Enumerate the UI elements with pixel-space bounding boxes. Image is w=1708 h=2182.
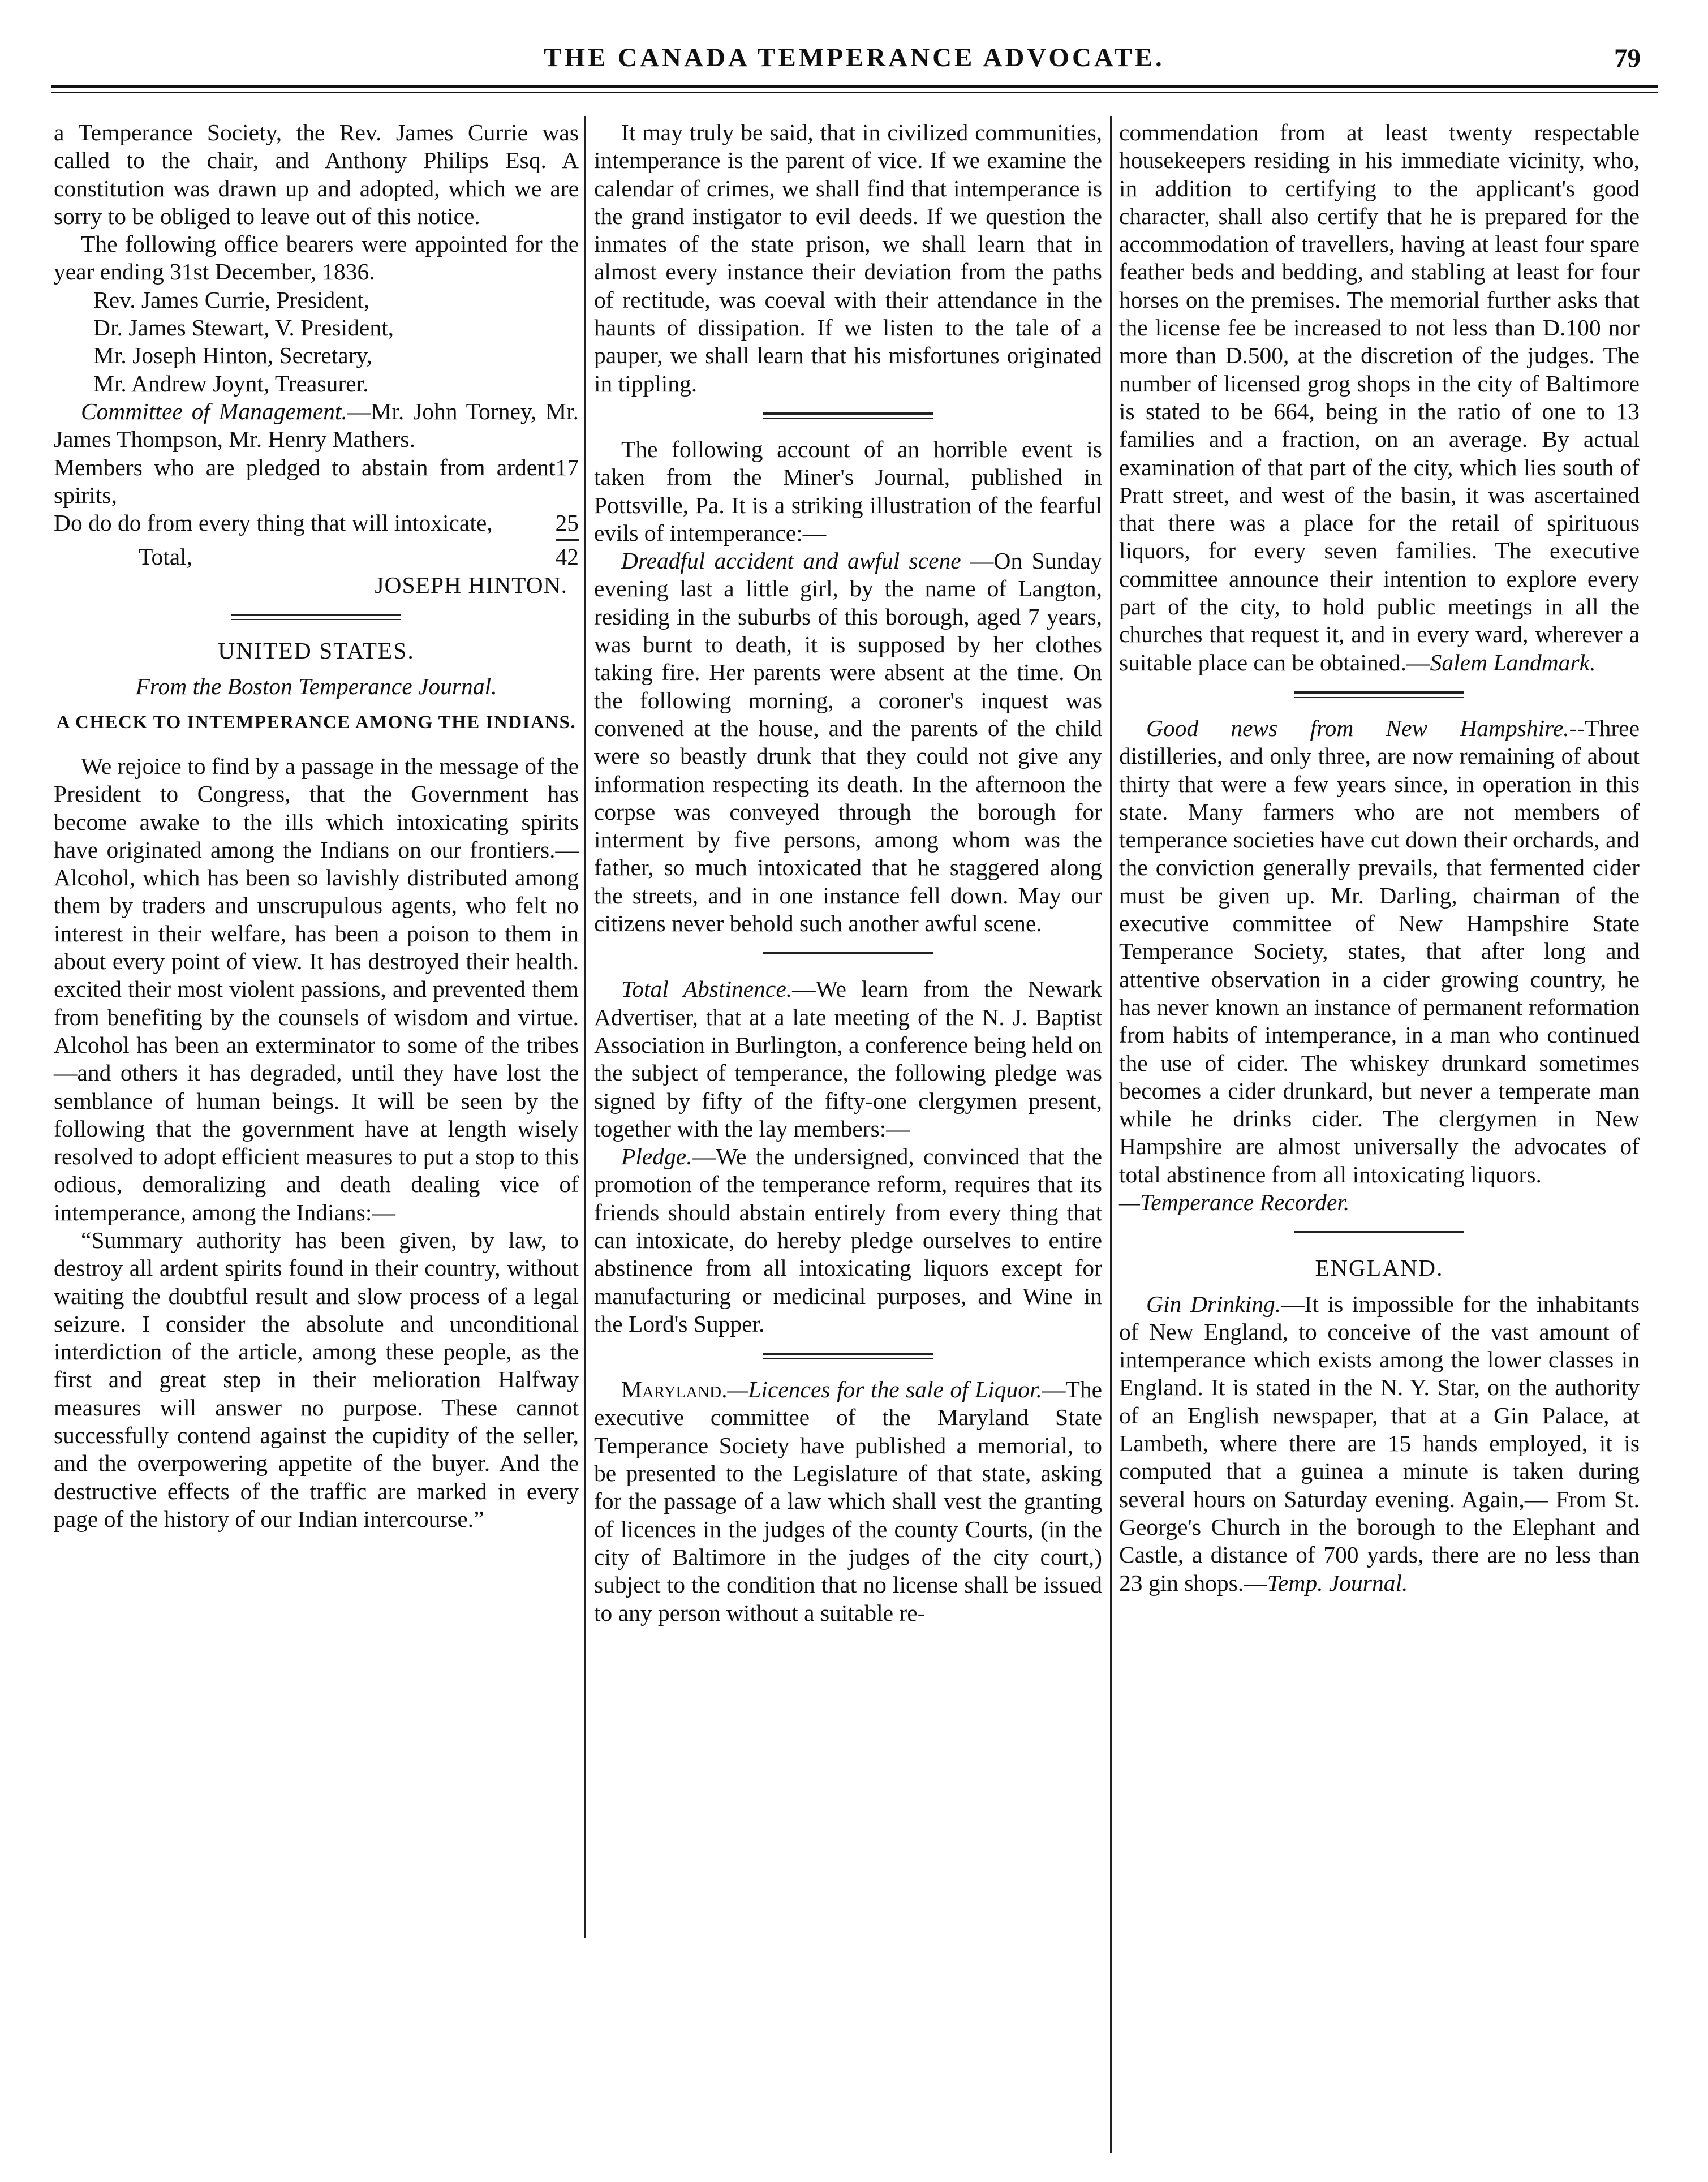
abstinence-text: —We learn from the Newark Advertiser, that at a late meeting of the N. J. Baptist Association in Burlington, a conference being held on the subject of temperance, the following pledge was signed by fifty of the fifty-one clergymen present, together with the lay members:— <box>594 976 1102 1142</box>
memorial-source: Salem Landmark. <box>1430 649 1596 675</box>
col2-paragraph-3 <box>594 547 1102 937</box>
signature: JOSEPH HINTON. <box>375 571 567 598</box>
tally-row-2 <box>54 509 579 537</box>
maryland-lead: Maryland. <box>621 1376 728 1403</box>
article-separator <box>763 952 933 958</box>
officer-vice-president: Dr. James Stewart, V. President, <box>93 315 394 341</box>
col3-paragraph-3 <box>1119 1290 1640 1597</box>
col1-paragraph-4: “Summary authority has been given, by law, to destroy all ardent spirits found in their country, without waiting the doubtful result and slow process of a legal seizure. I consider the absolute and unconditional interdiction of the article, among these people, as the first and great step in their melioration Halfway measures will answer no purpose. These cannot successfully contend against the cupidity of the seller, and the overpowering appetite of the buyer. And the destructive effects of the traffic are marked in every page of the history of our Indian intercourse.” <box>54 1226 579 1532</box>
col2-paragraph-4 <box>594 975 1102 1143</box>
tally-total-row <box>54 543 579 571</box>
col2-paragraph-6 <box>594 1376 1102 1627</box>
column-divider-1 <box>584 116 586 1938</box>
memorial-text: commendation from at least twenty respectable housekeepers residing in his immediate vicinity, who, in addition to certifying to the applicant's good character, shall also certify that he is prepared for the accommodation of travellers, having at least four spare feather beds and bedding, and stabling at least for four horses on the premises. The memorial further asks that the license fee be increased to not less than D.100 nor more than D.500, at the discretion of the judges. The number of licensed grog shops in the city of Baltimore is stated to be 664, being in the ratio of one to 13 families and a fraction, on an average. By actual examination of that part of the city, which lies south of Pratt street, and west of the basin, it was ascertained that there was a place for the retail of spirituous liquors, for every seven families. The executive committee announce their intention to explore every part of the city, to hold public meetings in all the churches that request it, and in every ward, wherever a suitable place can be obtained.— <box>1119 119 1640 675</box>
tally-1-text: Members who are pledged to abstain from ardent spirits, <box>54 454 556 508</box>
accident-text: —On Sunday evening last a little girl, by the name of Langton, residing in the suburbs of this borough, aged 7 years, was burnt to death, it is supposed by her clothes taking fire. Her parents were absent at the time. On the following morning, a coroner's inquest was convened at the house, and the parents of the child were so beastly drunk that they could not give any information respecting its death. In the afternoon the corpse was conveyed through the borough for interment by five persons, among whom was the father, so much intoxicated that he staggered along the streets, and in one instance fell down. May our citizens never behold such another awful scene. <box>594 548 1102 937</box>
col2-paragraph-5 <box>594 1143 1102 1338</box>
abstinence-label: Total Abstinence. <box>621 976 793 1002</box>
spacer <box>54 737 579 752</box>
publication-title: THE CANADA TEMPERANCE ADVOCATE. <box>544 43 1165 72</box>
col3-paragraph-1 <box>1119 119 1640 677</box>
article-source: From the Boston Temperance Journal. <box>135 673 497 700</box>
article-heading: A CHECK TO INTEMPERANCE AMONG THE INDIANS. <box>56 712 576 733</box>
article-separator <box>1294 691 1464 698</box>
new-hampshire-source: —Temperance Recorder. <box>1119 1189 1350 1215</box>
article-separator <box>1294 1231 1464 1237</box>
col1-paragraph-1: a Temperance Society, the Rev. James Currie was called to the chair, and Anthony Philips Esq. A constitution was drawn up and adopted, which we are sorry to be obliged to leave out of this notice. <box>54 119 579 229</box>
page-number: 79 <box>1614 44 1641 73</box>
col1-paragraph-2: The following office bearers were appointed for the year ending 31st December, 1836. <box>54 231 579 285</box>
licences-text: —The executive committee of the Maryland State Temperance Society have published a memorial, to be presented to the Legislature of that state, asking for the passage of a law which shall vest the granting of licences in the judges of the county Courts, (in the city of Baltimore in the judges of the city court,) subject to the condition that no license shall be issued to any person without a suitable re- <box>594 1376 1102 1626</box>
col1-paragraph-3: We rejoice to find by a passage in the message of the President to Congress, that the Government has become awake to the ills which intoxicating spirits have originated among the Indians on our frontiers.— Alcohol, which has been so lavishly distributed among them by traders and unscrupulous agents, who felt no interest in their welfare, has been a poison to them in about every point of view. It has destroyed their health. excited their most violent passions, and prevented them from benefiting by the counsels of wisdom and virtue. Alcohol has been an exterminator to some of the tribes—and others it has degraded, until they have lost the semblance of human beings. It will be seen by the following that the government have at length wisely resolved to adopt efficient measures to put a stop to this odious, demoralizing and death dealing vice of intemperance, among the Indians:— <box>54 752 579 1225</box>
tally-2-number: 25 <box>555 510 579 536</box>
section-heading-united-states: UNITED STATES. <box>218 638 415 664</box>
new-hampshire-text: --Three distilleries, and only three, are now remaining of about thirty that were a few years since, in operation in this state. Many farmers who are not members of temperance societies have cut down their orchards, and the conviction generally prevails, that fermented cider must be given up. Mr. Darling, chairman of the executive committee of New Hampshire State Temperance Society, states, that after long and attentive observation in a cider growing country, he has never known an instance of permanent reformation from habits of intemperance, in a man who continued the use of cider. The whiskey drunkard sometimes becomes a cider drunkard, but never a temperate man while he drinks cider. The clergymen in New Hampshire are almost universally the advocates of total abstinence from all intoxicating liquors. <box>1119 715 1640 1187</box>
spacer <box>54 701 579 709</box>
tally-2-text: Do do do from every thing that will intoxicate, <box>54 510 493 536</box>
column-2 <box>594 119 1102 1627</box>
spacer <box>1119 1282 1640 1290</box>
section-separator <box>231 614 401 620</box>
gin-drinking-source: Temp. Journal. <box>1267 1569 1408 1596</box>
pledge-text: —We the undersigned, convinced that the promotion of the temperance reform, requires that its friends should abstain entirely from every thing that can intoxicate, do hereby pledge ourselves to entire abstinence from all intoxicating liquors except for manufacturing or medicinal purposes, and Wine in the Lord's Supper. <box>594 1143 1102 1337</box>
article-separator <box>763 412 933 419</box>
gin-drinking-text: —It is impossible for the inhabitants of New England, to conceive of the vast amount of intemperance which exists among the lower classes in England. It is stated in the N. Y. Star, on the authority of an English newspaper, that at a Gin Palace, at Lambeth, where there are 15 hands employed, it is computed that a guinea a minute is taken during several hours on Saturday evening. Again,— From St. George's Church in the borough to the Elephant and Castle, a distance of 700 yards, there are no less than 23 gin shops.— <box>1119 1290 1640 1596</box>
officer-president: Rev. James Currie, President, <box>93 286 370 313</box>
header-rule <box>51 85 1658 93</box>
licences-label: —Licences for the sale of Liquor. <box>727 1376 1042 1403</box>
total-label: Total, <box>139 544 193 570</box>
col2-paragraph-1: It may truly be said, that in civilized communities, intemperance is the parent of vice. If we examine the calendar of crimes, we shall find that intemperance is the grand instigator to evil deeds. If we question the inmates of the state prison, we shall learn that in almost every instance their deviation from the paths of rectitude, was coeval with their attendance in the haunts of dissipation. If we listen to the tale of a pauper, we shall learn that his misfortunes originated in tippling. <box>594 119 1102 397</box>
committee-label: Committee of Management. <box>81 398 347 424</box>
col2-paragraph-2: The following account of an horrible event is taken from the Miner's Journal, published in Pottsville, Pa. It is a striking illustration of the fearful evils of intemperance:— <box>594 436 1102 546</box>
new-hampshire-label: Good news from New Hampshire. <box>1146 715 1569 741</box>
masthead <box>51 41 1658 75</box>
column-1 <box>54 119 579 1533</box>
column-3 <box>1119 119 1640 1597</box>
gin-drinking-label: Gin Drinking. <box>1146 1290 1281 1317</box>
column-divider-2 <box>1110 116 1112 2153</box>
spacer <box>54 665 579 673</box>
total-number: 42 <box>555 544 579 570</box>
pledge-label: Pledge. <box>621 1143 692 1170</box>
tally-row-1 <box>54 454 579 510</box>
col3-paragraph-2 <box>1119 715 1640 1189</box>
tally-rule <box>556 539 579 541</box>
article-separator <box>763 1353 933 1359</box>
officer-secretary: Mr. Joseph Hinton, Secretary, <box>93 342 372 369</box>
officer-treasurer: Mr. Andrew Joynt, Treasurer. <box>93 370 369 397</box>
section-heading-england: ENGLAND. <box>1315 1255 1444 1281</box>
committee-paragraph <box>54 398 579 454</box>
tally-1-number: 17 <box>555 454 579 480</box>
accident-label: Dreadful accident and awful scene <box>621 548 961 574</box>
committee-text: —Mr. John Torney, Mr. James Thompson, Mr. Henry Mathers. <box>54 398 579 453</box>
